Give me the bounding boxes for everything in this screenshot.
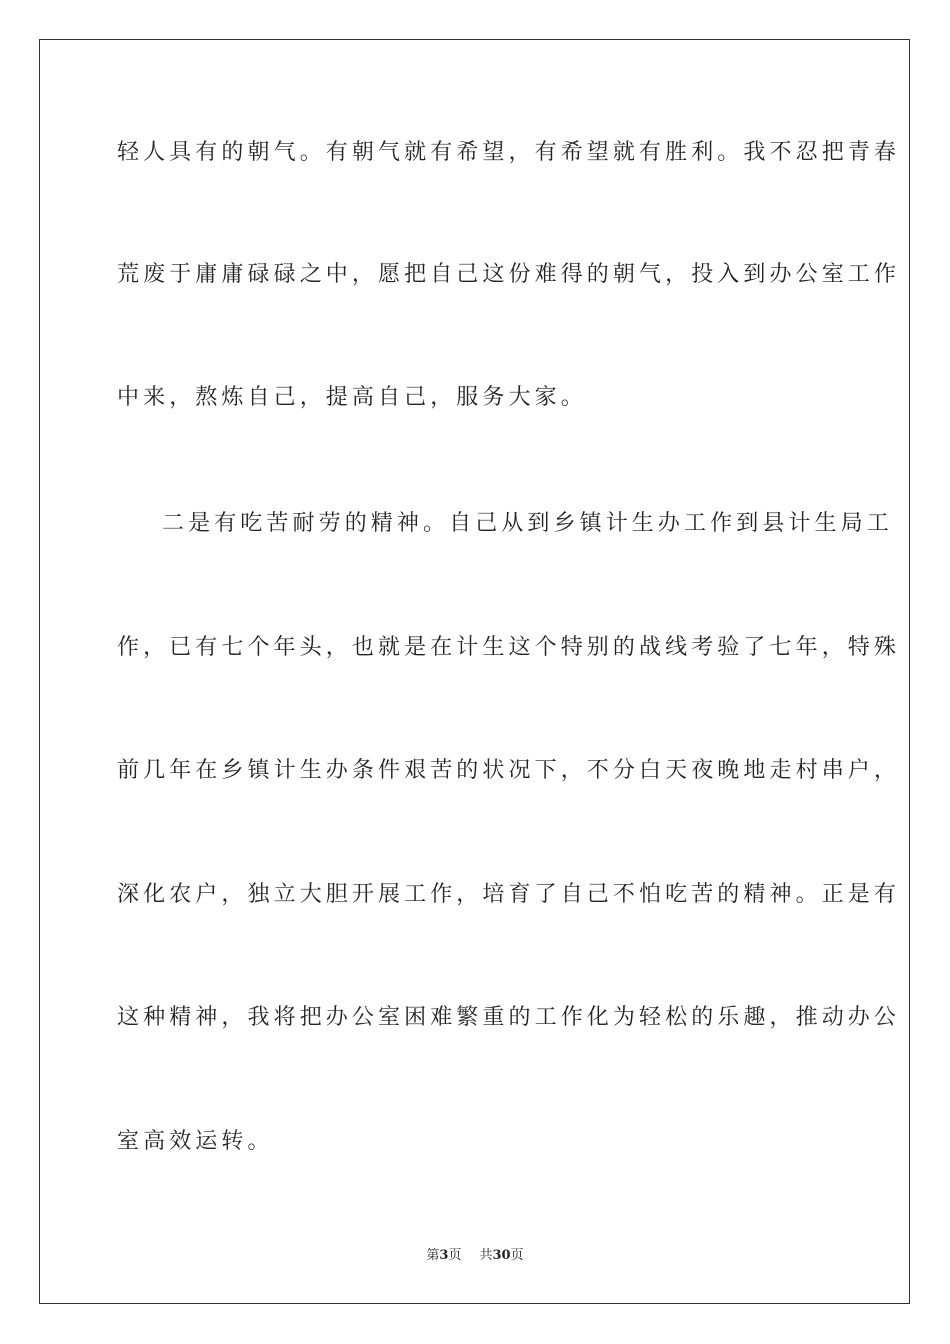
- text-line-2: 荒废于庸庸碌碌之中，愿把自己这份难得的朝气，投入到办公室工作: [117, 262, 901, 287]
- total-prefix: 共: [479, 1248, 493, 1263]
- total-suffix: 页: [510, 1248, 524, 1263]
- text-line-3: 中来，熬炼自己，提高自己，服务大家。: [117, 385, 587, 410]
- text-line-5: 作，已有七个年头，也就是在计生这个特别的战线考验了七年，特殊: [117, 635, 901, 660]
- text-line-6: 前几年在乡镇计生办条件艰苦的状况下，不分白天夜晚地走村串户，: [117, 758, 901, 783]
- page-prefix: 第: [426, 1248, 440, 1263]
- text-line-4: 二是有吃苦耐劳的精神。自己从到乡镇计生办工作到县计生局工: [162, 511, 893, 536]
- page-border: [39, 39, 910, 1304]
- text-line-8: 这种精神，我将把办公室困难繁重的工作化为轻松的乐趣，推动办公: [117, 1005, 901, 1030]
- total-pages: 30: [492, 1248, 511, 1263]
- page-number: 3: [439, 1248, 449, 1263]
- text-line-9: 室高效运转。: [117, 1129, 274, 1154]
- page-suffix: 页: [448, 1248, 462, 1263]
- text-line-1: 轻人具有的朝气。有朝气就有希望，有希望就有胜利。我不忍把青春: [117, 140, 901, 165]
- text-line-7: 深化农户，独立大胆开展工作，培育了自己不怕吃苦的精神。正是有: [117, 882, 901, 907]
- page-footer: [0, 1247, 950, 1265]
